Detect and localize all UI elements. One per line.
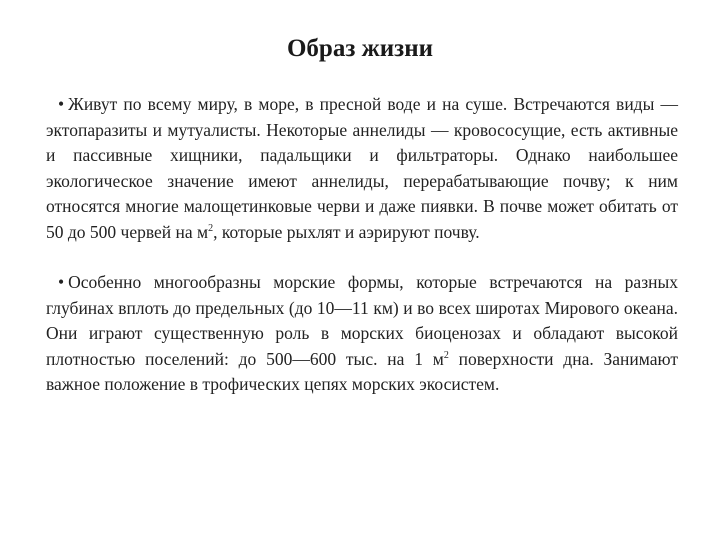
slide-content <box>46 92 678 398</box>
bullet-icon: • <box>58 94 65 114</box>
bullet-paragraph-2 <box>46 270 678 398</box>
paragraph-2-text: Особенно многообразны морские формы, которые встречаются на разных глубинах вплоть до предельных (до 10—11 км) и во всех широтах Мирового океана. Они играют существенную роль в морских биоценозах и обладают высокой плотностью поселений: до 500—600 тыс. на 1 м <box>46 272 678 369</box>
paragraph-1-text: Живут по всему миру, в море, в пресной воде и на суше. Встречаются виды — эктопаразиты и мутуалисты. Некоторые аннелиды — кровососущие, есть активные и пассивные хищники, падальщики и фильтраторы. Однако наибольшее экологическое значение имеют аннелиды, перерабатывающие почву; к ним относятся многие малощетинковые черви и даже пиявки. В почве может обитать от 50 до 500 червей на м <box>46 94 678 242</box>
paragraph-1-text-end: , которые рыхлят и аэрируют почву. <box>213 221 480 242</box>
slide-title: Образ жизни <box>286 35 434 62</box>
bullet-icon: • <box>58 272 65 292</box>
paragraph-2-superscript: 2 <box>443 349 449 361</box>
paragraph-2-text-end: поверхности дна. Занимают важное положение в трофических цепях морских экосистем. <box>46 348 679 394</box>
bullet-paragraph-1 <box>46 92 678 245</box>
paragraph-1-superscript: 2 <box>208 222 214 234</box>
